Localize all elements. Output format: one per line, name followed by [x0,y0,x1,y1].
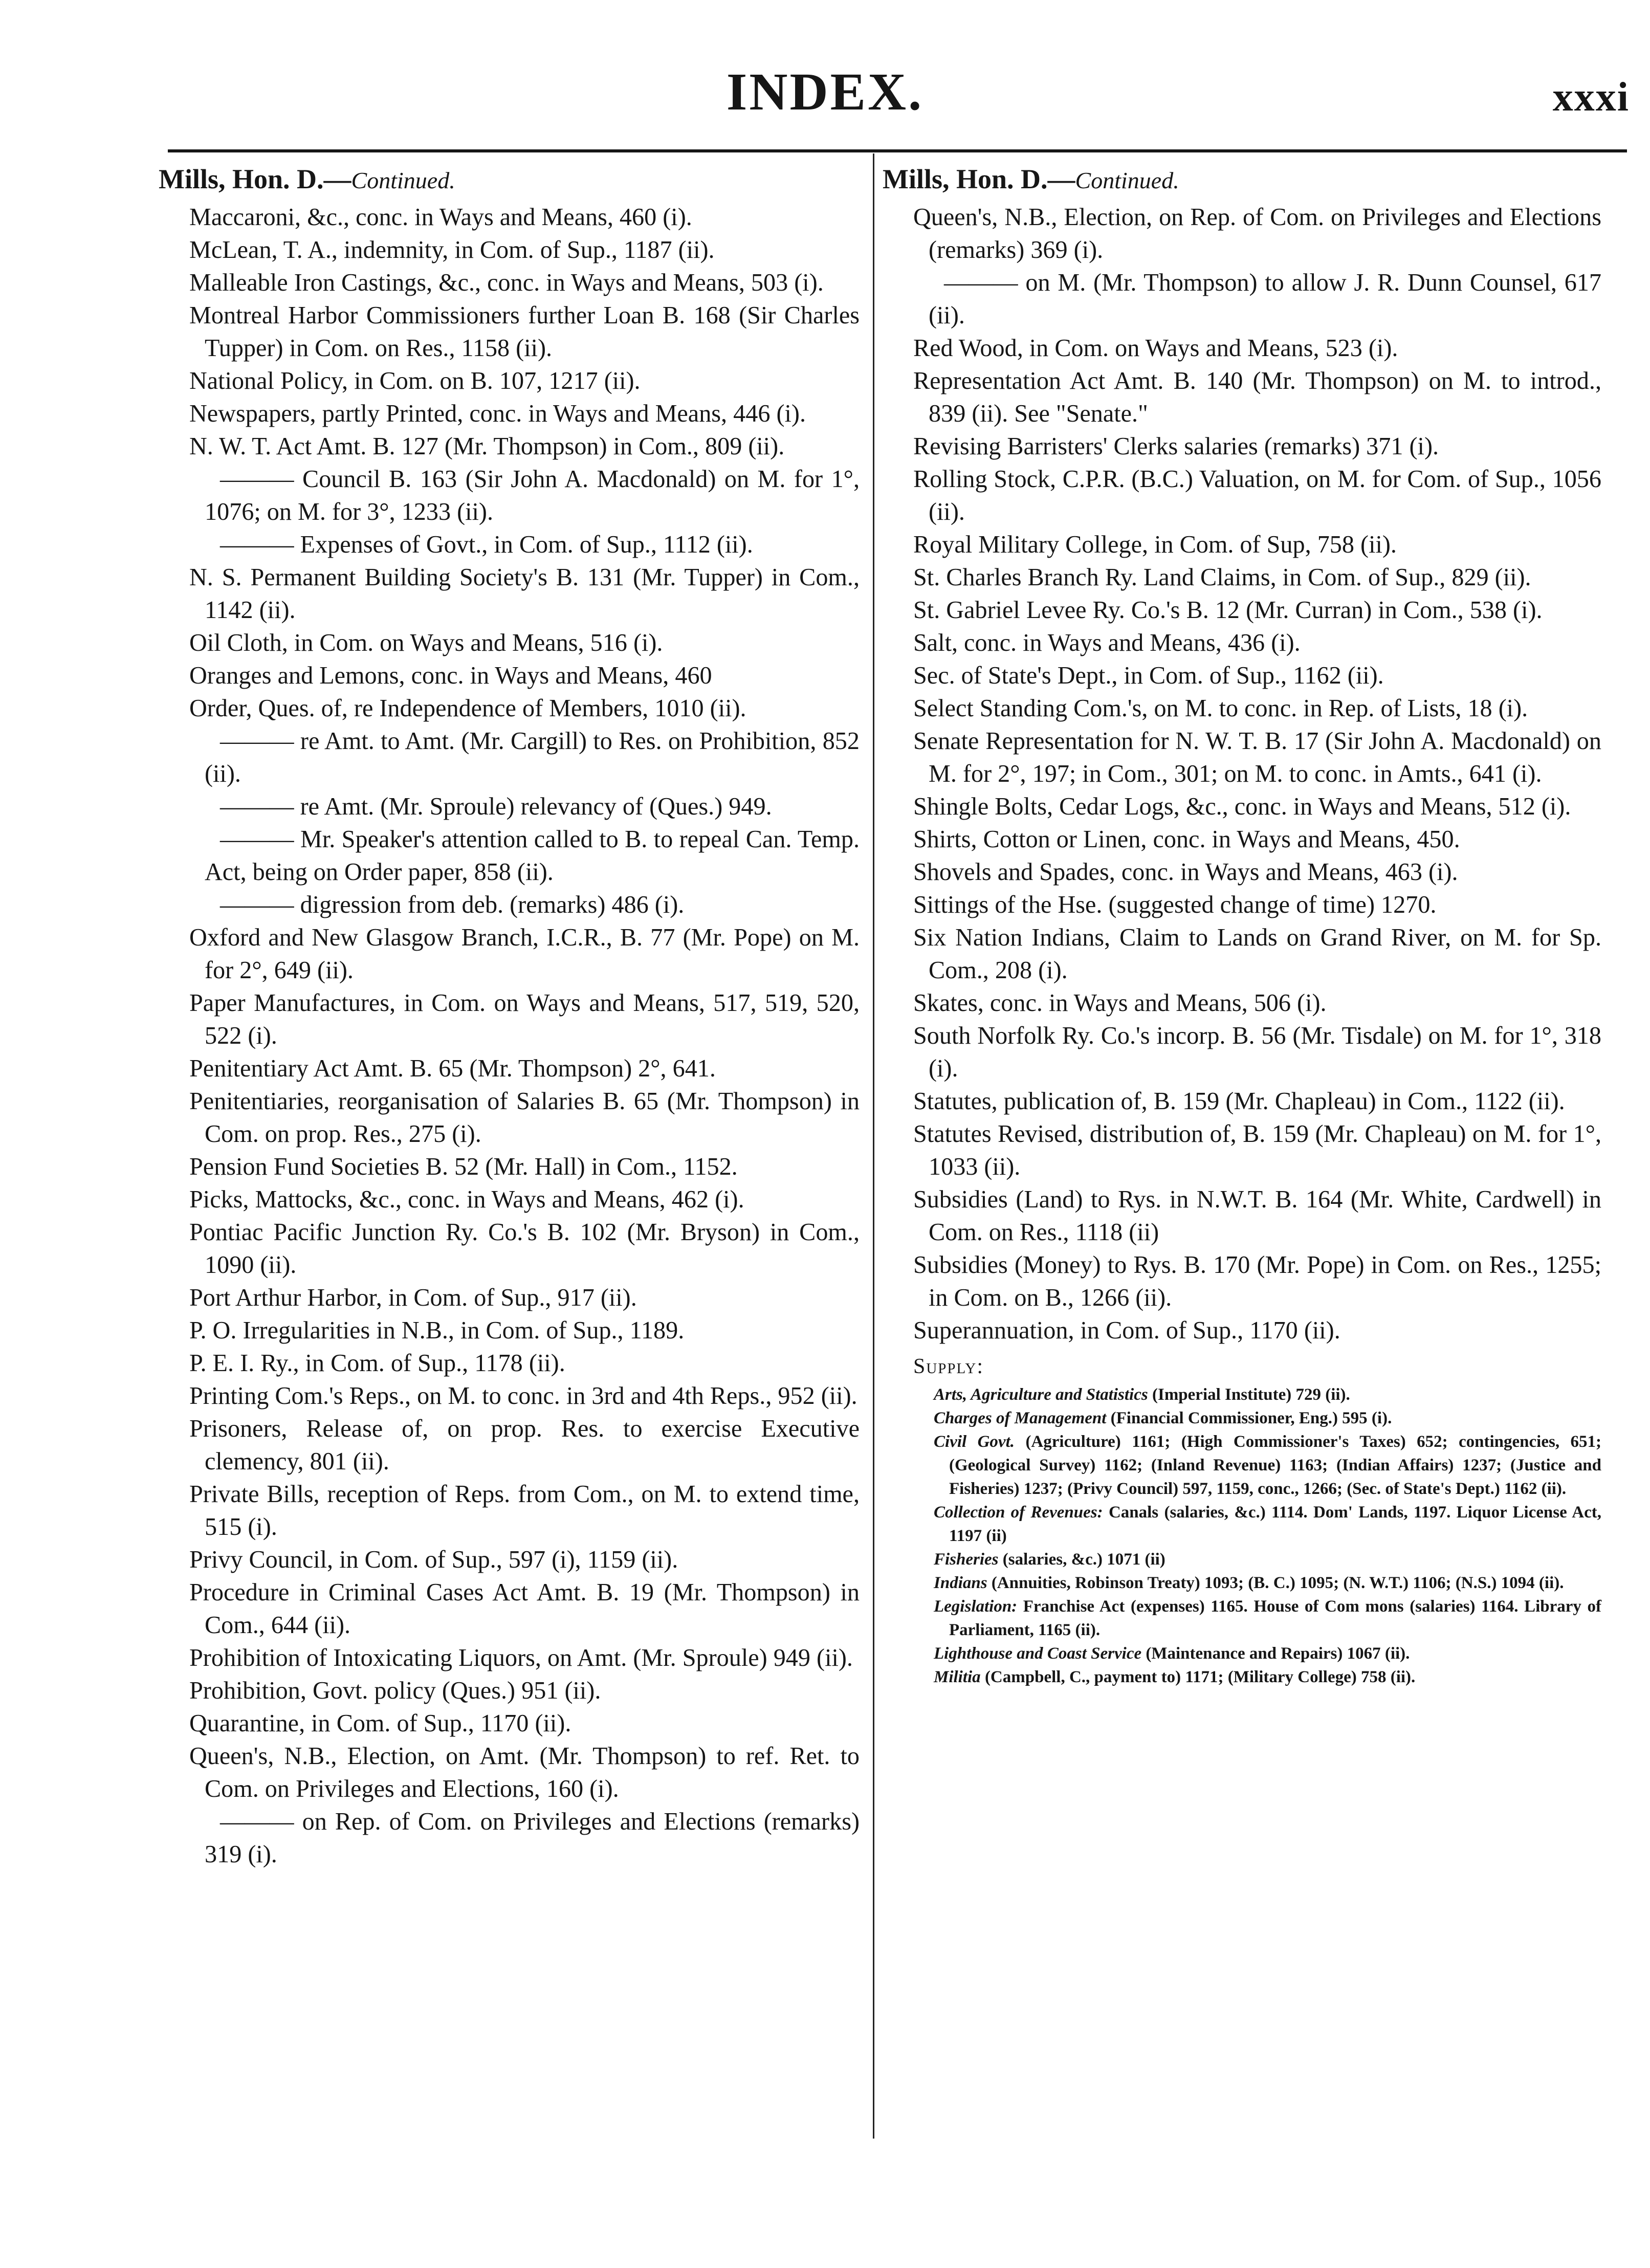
supply-entry [893,1548,1601,1571]
page-title: INDEX. [726,62,924,121]
index-entry: Select Standing Com.'s, on M. to conc. in Rep. of Lists, 18 (i). [913,695,1528,722]
supply-entry [893,1595,1601,1642]
supply-text: Franchise Act (expenses) 1165. House of Com mons (salaries) 1164. Library of Parliament, 1165 (ii). [949,1597,1601,1639]
column-divider [873,153,874,2139]
index-entry: N. W. T. Act Amt. B. 127 (Mr. Thompson) in Com., 809 (ii). [189,433,785,460]
index-entry: Rolling Stock, C.P.R. (B.C.) Valuation, on M. for Com. of Sup., 1056 (ii). [913,466,1601,525]
index-entry: Representation Act Amt. B. 140 (Mr. Thompson) on M. to introd., 839 (ii). See "Senate." [913,367,1601,427]
left-entry-list [169,201,860,1871]
supply-category: Fisheries [934,1550,999,1569]
index-entry: ——— on M. (Mr. Thompson) to allow J. R. Dunn Counsel, 617 (ii). [929,269,1601,329]
supply-category: Charges of Management [934,1409,1107,1427]
supply-entry [893,1571,1601,1595]
supply-text: (Imperial Institute) 729 (ii). [1152,1385,1350,1404]
supply-text: (Agriculture) 1161; (High Commissioner's Taxes) 652; contingencies, 651; (Geological Survey) 1162; (Inland Revenue) 1163; (Indian Affairs) 1237; (Justice and Fisheries) 1237; (Privy Council) 597, 1159, conc., 1266; (Sec. of State's Dept.) 1162 (ii). [949,1433,1602,1498]
supply-entry-list [893,1383,1601,1689]
index-entry: ——— Council B. 163 (Sir John A. Macdonald) on M. for 1°, 1076; on M. for 3°, 1233 (ii). [205,466,860,525]
index-entry: P. O. Irregularities in N.B., in Com. of Sup., 1189. [189,1317,685,1344]
index-entry: Montreal Harbor Commissioners further Loan B. 168 (Sir Charles Tupper) in Com. on Res., 1158 (ii). [189,302,860,362]
index-entry: Revising Barristers' Clerks salaries (remarks) 371 (i). [913,433,1439,460]
supply-entry [893,1383,1601,1406]
index-entry: Procedure in Criminal Cases Act Amt. B. 19 (Mr. Thompson) in Com., 644 (ii). [189,1579,860,1639]
supply-category: Civil Govt. [934,1433,1015,1451]
index-entry: Sec. of State's Dept., in Com. of Sup., 1162 (ii). [913,662,1384,689]
index-entry: Oranges and Lemons, conc. in Ways and Means, 460 [189,662,712,689]
index-entry: Shingle Bolts, Cedar Logs, &c., conc. in Ways and Means, 512 (i). [913,793,1571,820]
index-entry: Picks, Mattocks, &c., conc. in Ways and Means, 462 (i). [189,1186,744,1213]
index-entry: ——— re Amt. (Mr. Sproule) relevancy of (Ques.) 949. [220,793,772,820]
index-entry: Senate Representation for N. W. T. B. 17 (Sir John A. Macdonald) on M. for 2°, 197; in Com., 301; on M. to conc. in Amts., 641 (i). [913,728,1601,787]
index-entry: Printing Com.'s Reps., on M. to conc. in 3rd and 4th Reps., 952 (ii). [189,1382,857,1410]
supply-category: Arts, Agriculture and Statistics [934,1385,1148,1404]
index-entry: Paper Manufactures, in Com. on Ways and Means, 517, 519, 520, 522 (i). [189,989,860,1049]
index-entry: Skates, conc. in Ways and Means, 506 (i). [913,989,1327,1017]
left-column-heading [159,163,860,197]
index-entry: Queen's, N.B., Election, on Amt. (Mr. Thompson) to ref. Ret. to Com. on Privileges and Elections, 160 (i). [189,1743,860,1802]
supply-text: (Maintenance and Repairs) 1067 (ii). [1146,1644,1410,1663]
supply-category: Lighthouse and Coast Service [934,1644,1142,1663]
supply-text: (salaries, &c.) 1071 (ii) [1002,1550,1165,1569]
supply-text: (Financial Commissioner, Eng.) 595 (i). [1110,1409,1392,1427]
index-entry: Subsidies (Money) to Rys. B. 170 (Mr. Pope) in Com. on Res., 1255; in Com. on B., 1266 (ii). [913,1251,1601,1311]
index-entry: Quarantine, in Com. of Sup., 1170 (ii). [189,1710,571,1737]
index-entry: Maccaroni, &c., conc. in Ways and Means, 460 (i). [189,204,692,231]
left-column [159,163,860,1871]
index-entry: Pension Fund Societies B. 52 (Mr. Hall) in Com., 1152. [189,1153,738,1180]
index-entry: Oxford and New Glasgow Branch, I.C.R., B. 77 (Mr. Pope) on M. for 2°, 649 (ii). [189,924,860,984]
index-entry: Sittings of the Hse. (suggested change of time) 1270. [913,891,1437,918]
index-entry: P. E. I. Ry., in Com. of Sup., 1178 (ii). [189,1350,565,1377]
page-number: xxxi [1552,75,1630,120]
supply-entry [893,1406,1601,1430]
supply-entry [893,1665,1601,1689]
index-entry: Red Wood, in Com. on Ways and Means, 523 (i). [913,335,1398,362]
supply-text: Canals (salaries, &c.) 1114. Dom' Lands, 1197. Liquor License Act, 1197 (ii) [949,1503,1601,1545]
index-entry: National Policy, in Com. on B. 107, 1217 (ii). [189,367,641,394]
heading-name: Mills, Hon. D.— [883,164,1075,194]
index-entry: Shirts, Cotton or Linen, conc. in Ways and Means, 450. [913,826,1460,853]
index-entry: ——— re Amt. to Amt. (Mr. Cargill) to Res. on Prohibition, 852 (ii). [205,728,860,787]
supply-category: Militia [934,1668,981,1686]
supply-category: Indians [934,1574,987,1592]
index-entry: Newspapers, partly Printed, conc. in Ways and Means, 446 (i). [189,400,806,427]
index-entry: Malleable Iron Castings, &c., conc. in Ways and Means, 503 (i). [189,269,824,296]
index-entry: Prohibition, Govt. policy (Ques.) 951 (ii). [189,1677,601,1704]
right-column-heading [883,163,1601,197]
index-entry: ——— Expenses of Govt., in Com. of Sup., 1112 (ii). [220,531,753,558]
index-entry: South Norfolk Ry. Co.'s incorp. B. 56 (Mr. Tisdale) on M. for 1°, 318 (i). [913,1022,1601,1082]
index-entry: Subsidies (Land) to Rys. in N.W.T. B. 164 (Mr. White, Cardwell) in Com. on Res., 1118 (ii) [913,1186,1601,1246]
index-entry: McLean, T. A., indemnity, in Com. of Sup., 1187 (ii). [189,236,715,263]
heading-continued: Continued. [351,167,455,193]
index-entry: Privy Council, in Com. of Sup., 597 (i), 1159 (ii). [189,1546,678,1573]
index-entry: Salt, conc. in Ways and Means, 436 (i). [913,629,1301,656]
header-rule [168,149,1627,152]
supply-text: (Annuities, Robinson Treaty) 1093; (B. C.) 1095; (N. W.T.) 1106; (N.S.) 1094 (ii). [991,1574,1564,1592]
index-entry: ——— Mr. Speaker's attention called to B. to repeal Can. Temp. Act, being on Order paper, 858 (ii). [205,826,860,886]
index-entry: Superannuation, in Com. of Sup., 1170 (ii). [913,1317,1340,1344]
index-entry: Six Nation Indians, Claim to Lands on Grand River, on M. for Sp. Com., 208 (i). [913,924,1601,984]
heading-continued: Continued. [1075,167,1179,193]
index-entry: Port Arthur Harbor, in Com. of Sup., 917 (ii). [189,1284,637,1311]
index-entry: Statutes, publication of, B. 159 (Mr. Chapleau) in Com., 1122 (ii). [913,1088,1565,1115]
index-entry: St. Charles Branch Ry. Land Claims, in Com. of Sup., 829 (ii). [913,564,1531,591]
index-entry: ——— on Rep. of Com. on Privileges and Elections (remarks) 319 (i). [205,1808,860,1868]
index-entry: Shovels and Spades, conc. in Ways and Means, 463 (i). [913,858,1458,886]
index-entry: Penitentiaries, reorganisation of Salaries B. 65 (Mr. Thompson) in Com. on prop. Res., 275 (i). [189,1088,860,1148]
supply-category: Legislation: [934,1597,1018,1616]
index-entry: N. S. Permanent Building Society's B. 131 (Mr. Tupper) in Com., 1142 (ii). [189,564,860,624]
index-entry: Penitentiary Act Amt. B. 65 (Mr. Thompson) 2°, 641. [189,1055,716,1082]
index-entry: Royal Military College, in Com. of Sup, 758 (ii). [913,531,1397,558]
supply-entry [893,1642,1601,1665]
index-entry: Queen's, N.B., Election, on Rep. of Com. on Privileges and Elections (remarks) 369 (i). [913,204,1601,263]
supply-text: (Campbell, C., payment to) 1171; (Military College) 758 (ii). [984,1668,1416,1686]
supply-entry [893,1501,1601,1548]
index-entry: Private Bills, reception of Reps. from Com., on M. to extend time, 515 (i). [189,1481,860,1540]
index-entry: ——— digression from deb. (remarks) 486 (i). [220,891,685,918]
index-entry: Pontiac Pacific Junction Ry. Co.'s B. 102 (Mr. Bryson) in Com., 1090 (ii). [189,1219,860,1279]
supply-entry [893,1430,1601,1501]
index-entry: Oil Cloth, in Com. on Ways and Means, 516 (i). [189,629,663,656]
index-entry: Statutes Revised, distribution of, B. 159 (Mr. Chapleau) on M. for 1°, 1033 (ii). [913,1120,1601,1180]
heading-name: Mills, Hon. D.— [159,164,351,194]
supply-category: Collection of Revenues: [934,1503,1103,1522]
supply-heading: Supply: [913,1355,984,1378]
index-entry: Order, Ques. of, re Independence of Members, 1010 (ii). [189,695,746,722]
right-entry-list [893,201,1601,1347]
index-entry: Prohibition of Intoxicating Liquors, on Amt. (Mr. Sproule) 949 (ii). [189,1644,853,1671]
right-column [883,163,1602,1689]
index-entry: St. Gabriel Levee Ry. Co.'s B. 12 (Mr. Curran) in Com., 538 (i). [913,597,1543,624]
index-entry: Prisoners, Release of, on prop. Res. to exercise Executive clemency, 801 (ii). [189,1415,860,1475]
